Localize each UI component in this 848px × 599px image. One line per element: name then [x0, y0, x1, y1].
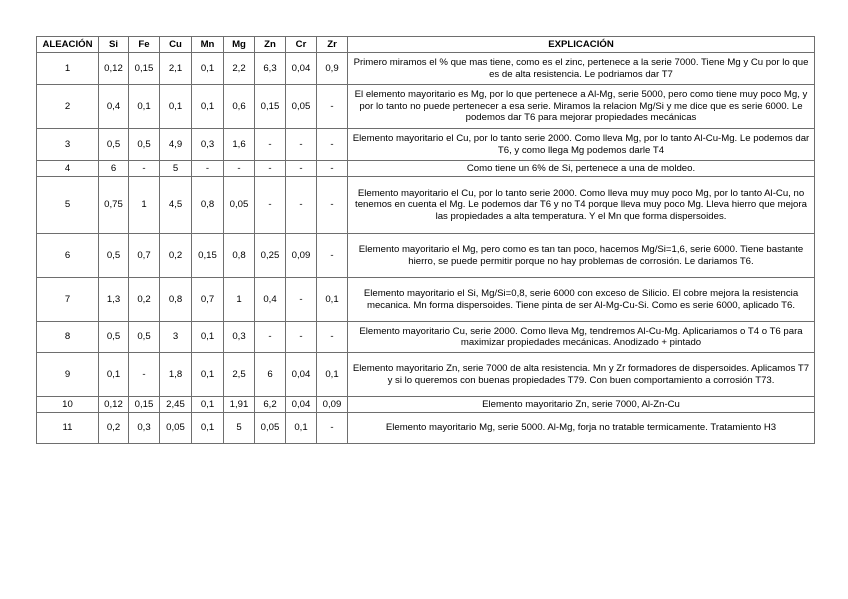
cell-cr: - [286, 322, 317, 353]
table-row [37, 278, 815, 322]
cell-zn: 0,25 [255, 234, 286, 278]
cell-mn: 0,7 [192, 278, 224, 322]
cell-si: 0,5 [99, 129, 129, 161]
cell-zr: - [317, 234, 348, 278]
cell-mg: 1,91 [224, 397, 255, 413]
cell-cr: 0,05 [286, 85, 317, 129]
cell-si: 1,3 [99, 278, 129, 322]
cell-mg: 5 [224, 413, 255, 444]
cell-explicacion: Elemento mayoritario el Si, Mg/Si=0,8, serie 6000 con exceso de Silicio. El cobre mejora la resistencia mecanica. Mn forma dispersoides. Tiene pinta de ser Al-Mg-Cu-Si. Como es serie 6000, aplicado T6. [348, 278, 815, 322]
cell-aleacion: 3 [37, 129, 99, 161]
cell-cu: 0,1 [160, 85, 192, 129]
header-cell-zn: Zn [255, 37, 286, 53]
header-cell-mn: Mn [192, 37, 224, 53]
cell-explicacion: Elemento mayoritario Zn, serie 7000, Al-Zn-Cu [348, 397, 815, 413]
cell-explicacion: Elemento mayoritario Cu, serie 2000. Como lleva Mg, tendremos Al-Cu-Mg. Aplicariamos o T4 o T6 para maximizar propiedades mecánicas. Anodizado + pintado [348, 322, 815, 353]
cell-zr: - [317, 413, 348, 444]
cell-explicacion: Elemento mayoritario el Cu, por lo tanto serie 2000. Como lleva muy muy poco Mg, por lo tanto Al-Cu, no tenemos en cuenta el Mg. Le podemos dar T6 y no T4 porque lleva muy poco Mg. Lleva hierro que mejora las propiedades a alta temperatura. Y el Mn que forma dispersoides. [348, 177, 815, 234]
header-cell-explicacion: EXPLICACIÓN [348, 37, 815, 53]
table-row [37, 397, 815, 413]
cell-explicacion: Como tiene un 6% de Si, pertenece a una de moldeo. [348, 161, 815, 177]
table-row [37, 234, 815, 278]
cell-cu: 1,8 [160, 353, 192, 397]
cell-mg: 1,6 [224, 129, 255, 161]
cell-aleacion: 9 [37, 353, 99, 397]
cell-zn: 0,15 [255, 85, 286, 129]
cell-mn: 0,8 [192, 177, 224, 234]
header-cell-cr: Cr [286, 37, 317, 53]
cell-zr: - [317, 85, 348, 129]
cell-explicacion: Elemento mayoritario Mg, serie 5000. Al-Mg, forja no tratable termicamente. Tratamiento H3 [348, 413, 815, 444]
cell-zr: 0,09 [317, 397, 348, 413]
cell-zr: - [317, 129, 348, 161]
cell-cr: - [286, 129, 317, 161]
cell-fe: - [129, 161, 160, 177]
cell-mn: - [192, 161, 224, 177]
cell-zr: - [317, 161, 348, 177]
cell-cu: 2,45 [160, 397, 192, 413]
cell-mg: 2,5 [224, 353, 255, 397]
cell-zr: - [317, 177, 348, 234]
cell-cu: 3 [160, 322, 192, 353]
cell-explicacion: Primero miramos el % que mas tiene, como es el zinc, pertenece a la serie 7000. Tiene Mg y Cu por lo que es de alta resistencia. Le podriamos dar T7 [348, 53, 815, 85]
cell-zn: - [255, 322, 286, 353]
table-row [37, 85, 815, 129]
cell-mn: 0,1 [192, 53, 224, 85]
cell-fe: 0,1 [129, 85, 160, 129]
cell-mn: 0,1 [192, 85, 224, 129]
cell-fe: 0,15 [129, 397, 160, 413]
cell-fe: 0,5 [129, 322, 160, 353]
header-row [37, 37, 815, 53]
header-cell-aleacion: ALEACIÓN [37, 37, 99, 53]
header-cell-si: Si [99, 37, 129, 53]
cell-fe: 0,3 [129, 413, 160, 444]
cell-mg: 0,3 [224, 322, 255, 353]
cell-cr: 0,1 [286, 413, 317, 444]
cell-mg: 1 [224, 278, 255, 322]
cell-mg: 0,6 [224, 85, 255, 129]
cell-mn: 0,15 [192, 234, 224, 278]
cell-zn: 0,4 [255, 278, 286, 322]
header-cell-mg: Mg [224, 37, 255, 53]
table-row [37, 129, 815, 161]
cell-zn: 6,2 [255, 397, 286, 413]
cell-mg: 0,05 [224, 177, 255, 234]
cell-cu: 5 [160, 161, 192, 177]
cell-mg: 0,8 [224, 234, 255, 278]
cell-si: 0,12 [99, 397, 129, 413]
cell-cr: 0,04 [286, 53, 317, 85]
cell-si: 0,12 [99, 53, 129, 85]
cell-zn: 0,05 [255, 413, 286, 444]
header-cell-cu: Cu [160, 37, 192, 53]
cell-aleacion: 7 [37, 278, 99, 322]
header-cell-fe: Fe [129, 37, 160, 53]
cell-aleacion: 2 [37, 85, 99, 129]
cell-mn: 0,3 [192, 129, 224, 161]
cell-zr: 0,9 [317, 53, 348, 85]
cell-mn: 0,1 [192, 413, 224, 444]
table-row [37, 353, 815, 397]
cell-zn: 6 [255, 353, 286, 397]
cell-fe: 0,7 [129, 234, 160, 278]
cell-zn: 6,3 [255, 53, 286, 85]
cell-si: 0,5 [99, 234, 129, 278]
cell-aleacion: 11 [37, 413, 99, 444]
cell-cr: - [286, 177, 317, 234]
cell-explicacion: Elemento mayoritario el Mg, pero como es tan tan poco, hacemos Mg/Si=1,6, serie 6000. Tiene bastante hierro, se puede permitir porque no hay problemas de corrosión. Le dariamos T6. [348, 234, 815, 278]
cell-cr: 0,09 [286, 234, 317, 278]
cell-aleacion: 6 [37, 234, 99, 278]
cell-cu: 0,2 [160, 234, 192, 278]
cell-aleacion: 8 [37, 322, 99, 353]
cell-zr: 0,1 [317, 278, 348, 322]
cell-cr: - [286, 278, 317, 322]
cell-fe: - [129, 353, 160, 397]
cell-cu: 0,8 [160, 278, 192, 322]
table-row [37, 413, 815, 444]
cell-fe: 1 [129, 177, 160, 234]
alloy-table [36, 36, 815, 444]
header-cell-zr: Zr [317, 37, 348, 53]
cell-aleacion: 4 [37, 161, 99, 177]
cell-cu: 4,9 [160, 129, 192, 161]
cell-si: 0,75 [99, 177, 129, 234]
cell-si: 0,5 [99, 322, 129, 353]
cell-zn: - [255, 161, 286, 177]
cell-si: 0,4 [99, 85, 129, 129]
cell-si: 6 [99, 161, 129, 177]
cell-cu: 4,5 [160, 177, 192, 234]
cell-si: 0,1 [99, 353, 129, 397]
table-row [37, 322, 815, 353]
cell-aleacion: 1 [37, 53, 99, 85]
cell-fe: 0,2 [129, 278, 160, 322]
cell-explicacion: Elemento mayoritario Zn, serie 7000 de alta resistencia. Mn y Zr formadores de dispersoides. Aplicamos T7 y si lo queremos con buenas propiedades T79. Con buen comportamiento a corrosión T73. [348, 353, 815, 397]
cell-cr: 0,04 [286, 353, 317, 397]
table-row [37, 53, 815, 85]
table-row [37, 177, 815, 234]
cell-mn: 0,1 [192, 353, 224, 397]
cell-cr: 0,04 [286, 397, 317, 413]
cell-zn: - [255, 129, 286, 161]
cell-fe: 0,15 [129, 53, 160, 85]
cell-mg: - [224, 161, 255, 177]
cell-mn: 0,1 [192, 397, 224, 413]
cell-zr: - [317, 322, 348, 353]
cell-explicacion: Elemento mayoritario el Cu, por lo tanto serie 2000. Como lleva Mg, por lo tanto Al-Cu-Mg. Le podemos dar T6, y como llega Mg podemos darle T4 [348, 129, 815, 161]
table-row [37, 161, 815, 177]
cell-aleacion: 10 [37, 397, 99, 413]
cell-aleacion: 5 [37, 177, 99, 234]
cell-cu: 0,05 [160, 413, 192, 444]
cell-cu: 2,1 [160, 53, 192, 85]
cell-fe: 0,5 [129, 129, 160, 161]
cell-zn: - [255, 177, 286, 234]
cell-mn: 0,1 [192, 322, 224, 353]
cell-si: 0,2 [99, 413, 129, 444]
cell-zr: 0,1 [317, 353, 348, 397]
cell-cr: - [286, 161, 317, 177]
cell-explicacion: El elemento mayoritario es Mg, por lo que pertenece a Al-Mg, serie 5000, pero como tiene muy poco Mg, y por lo tanto no puede pertenecer a esa serie. Miramos la relacion Mg/Si y me dice que es serie 6000. Le podemos dar T6 para mejorar propiedades mecánicas [348, 85, 815, 129]
cell-mg: 2,2 [224, 53, 255, 85]
